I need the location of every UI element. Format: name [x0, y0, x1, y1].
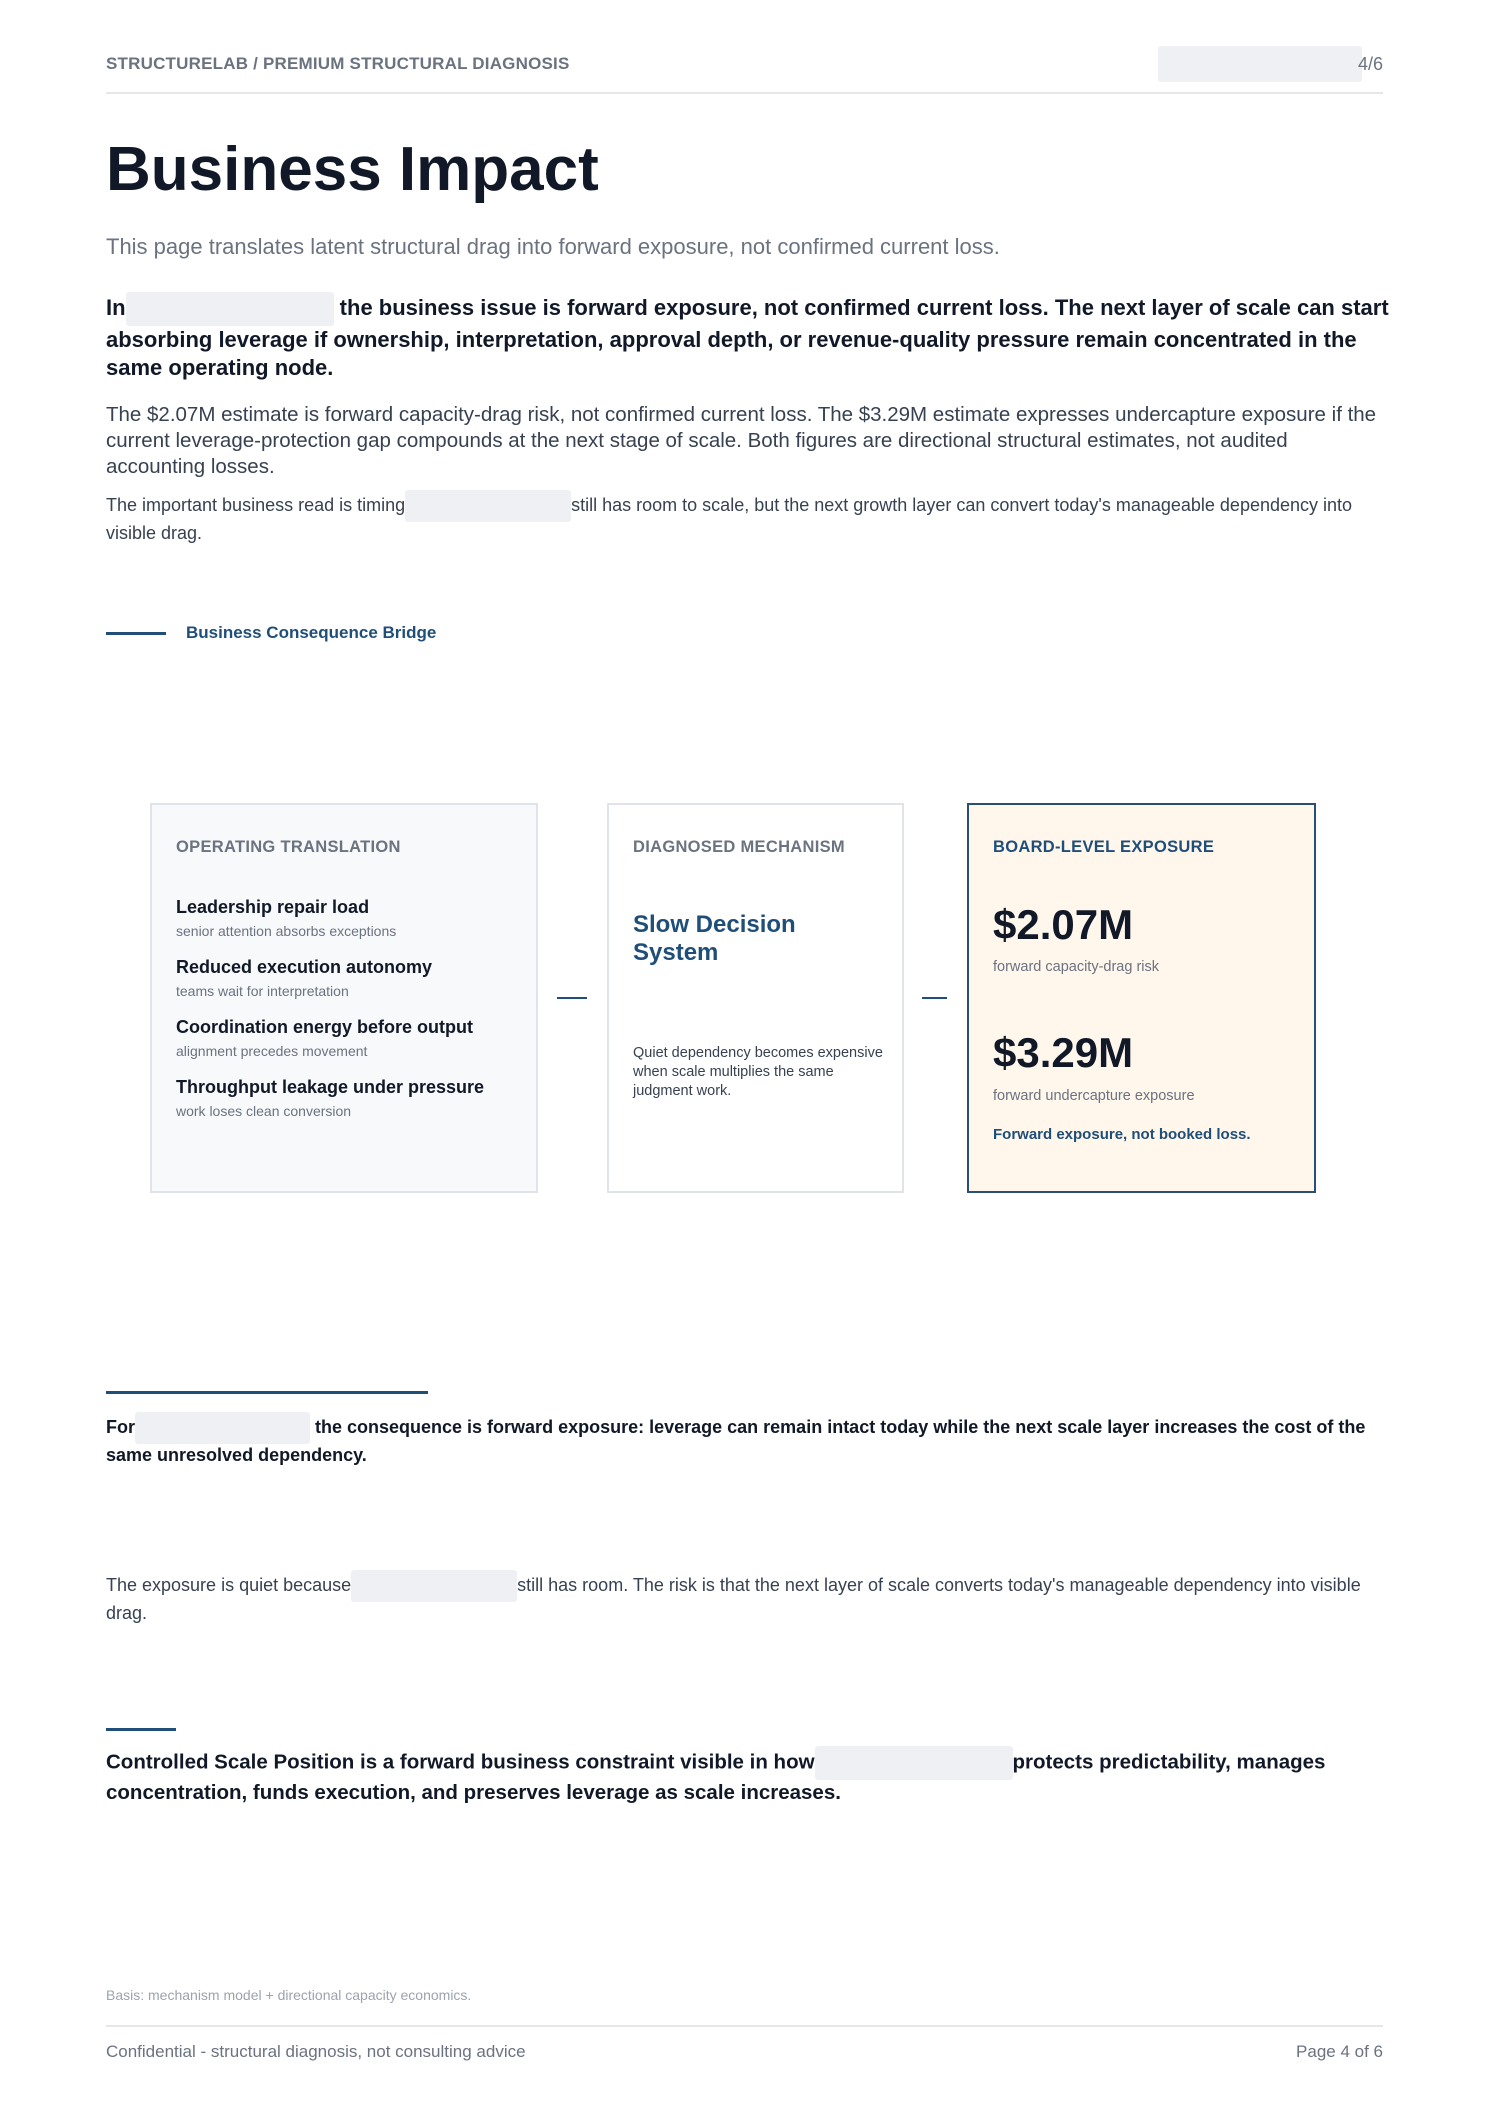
consequence-prefix: For	[106, 1416, 135, 1437]
card-heading: DIAGNOSED MECHANISM	[633, 838, 845, 856]
redacted-company	[815, 1746, 1013, 1780]
position-prefix: Controlled Scale Position is a forward business constraint visible in how	[106, 1750, 815, 1774]
section-accent-rule	[106, 632, 166, 635]
mechanism-title: Slow Decision System	[633, 911, 796, 966]
item-title: Leadership repair load	[176, 897, 370, 917]
diagnosed-mechanism-card	[607, 803, 904, 1193]
board-exposure-card	[967, 803, 1316, 1193]
item-sub: alignment precedes movement	[176, 1043, 368, 1059]
list-item	[176, 897, 396, 939]
card-heading: BOARD-LEVEL EXPOSURE	[993, 838, 1215, 856]
list-item	[176, 957, 432, 999]
section-accent-rule	[106, 1391, 428, 1394]
footer-page-number: Page 4 of 6	[1296, 2042, 1383, 2061]
exposure-label-1: forward capacity-drag risk	[993, 959, 1159, 975]
item-title: Reduced execution autonomy	[176, 957, 433, 977]
page-subtitle: This page translates latent structural drag into forward exposure, not confirmed current loss.	[106, 234, 1000, 259]
header-divider	[106, 92, 1383, 94]
lead-suffix: the business issue is forward exposure, not confirmed current loss. The next layer of scale can start absorbing leverage if ownership, interpretation, approval depth, or revenue-quality pressure remain concentrated in the same operating node.	[106, 294, 1389, 380]
basis-note: Basis: mechanism model + directional capacity economics.	[106, 1987, 472, 2003]
consequence-suffix: the consequence is forward exposure: leverage can remain intact today while the next scale layer increases the cost of the same unresolved dependency.	[106, 1416, 1366, 1465]
redacted-company	[405, 490, 571, 522]
timing-suffix: still has room to scale, but the next growth layer can convert today's manageable dependency into visible drag.	[106, 494, 1353, 543]
redacted-company	[351, 1570, 517, 1602]
position-paragraph	[106, 1746, 1390, 1806]
exposure-value-1: $2.07M	[993, 901, 1134, 948]
operating-translation-card	[150, 803, 538, 1193]
redacted-block	[1158, 46, 1362, 82]
page-title: Business Impact	[106, 135, 599, 204]
mechanism-body: Quiet dependency becomes expensive when scale multiplies the same judgment work.	[633, 1045, 883, 1099]
header-brand: STRUCTURELAB / PREMIUM STRUCTURAL DIAGNOSIS	[106, 54, 570, 73]
exposure-note: Forward exposure, not booked loss.	[993, 1126, 1251, 1143]
section-accent-rule	[106, 1728, 176, 1731]
item-sub: senior attention absorbs exceptions	[176, 923, 397, 939]
item-sub: work loses clean conversion	[176, 1103, 352, 1119]
exposure-prefix: The exposure is quiet because	[106, 1574, 352, 1595]
bridge-label: Business Consequence Bridge	[186, 623, 437, 642]
redacted-company	[135, 1412, 310, 1444]
consequence-paragraph	[106, 1412, 1390, 1466]
timing-prefix: The important business read is timing	[106, 494, 406, 515]
lead-paragraph	[106, 292, 1390, 382]
page-indicator: 4/6	[1357, 54, 1383, 74]
estimate-paragraph: The $2.07M estimate is forward capacity-drag risk, not confirmed current loss. The $3.29M estimate expresses undercapture exposure if the current leverage-protection gap compounds at the next stage of scale. Both figures are directional structural estimates, not audited accounting losses.	[106, 403, 1377, 478]
item-title: Throughput leakage under pressure	[176, 1077, 485, 1097]
exposure-paragraph	[106, 1570, 1390, 1624]
lead-prefix: In	[106, 294, 126, 320]
position-suffix: protects predictability, manages concentration, funds execution, and preserves leverage as scale increases.	[106, 1750, 1326, 1804]
exposure-suffix: still has room. The risk is that the next layer of scale converts today's manageable dependency into visible drag.	[106, 1574, 1361, 1623]
list-item	[176, 1017, 473, 1059]
redacted-company	[126, 292, 334, 326]
timing-paragraph	[106, 490, 1390, 544]
card-heading: OPERATING TRANSLATION	[176, 838, 401, 856]
item-sub: teams wait for interpretation	[176, 983, 349, 999]
connector-dash	[557, 997, 587, 999]
footer-confidential: Confidential - structural diagnosis, not consulting advice	[106, 2042, 526, 2061]
footer-divider	[106, 2025, 1383, 2027]
connector-dash	[922, 997, 947, 999]
item-title: Coordination energy before output	[176, 1017, 473, 1037]
exposure-label-2: forward undercapture exposure	[993, 1088, 1195, 1104]
list-item	[176, 1077, 484, 1119]
exposure-value-2: $3.29M	[993, 1029, 1134, 1076]
